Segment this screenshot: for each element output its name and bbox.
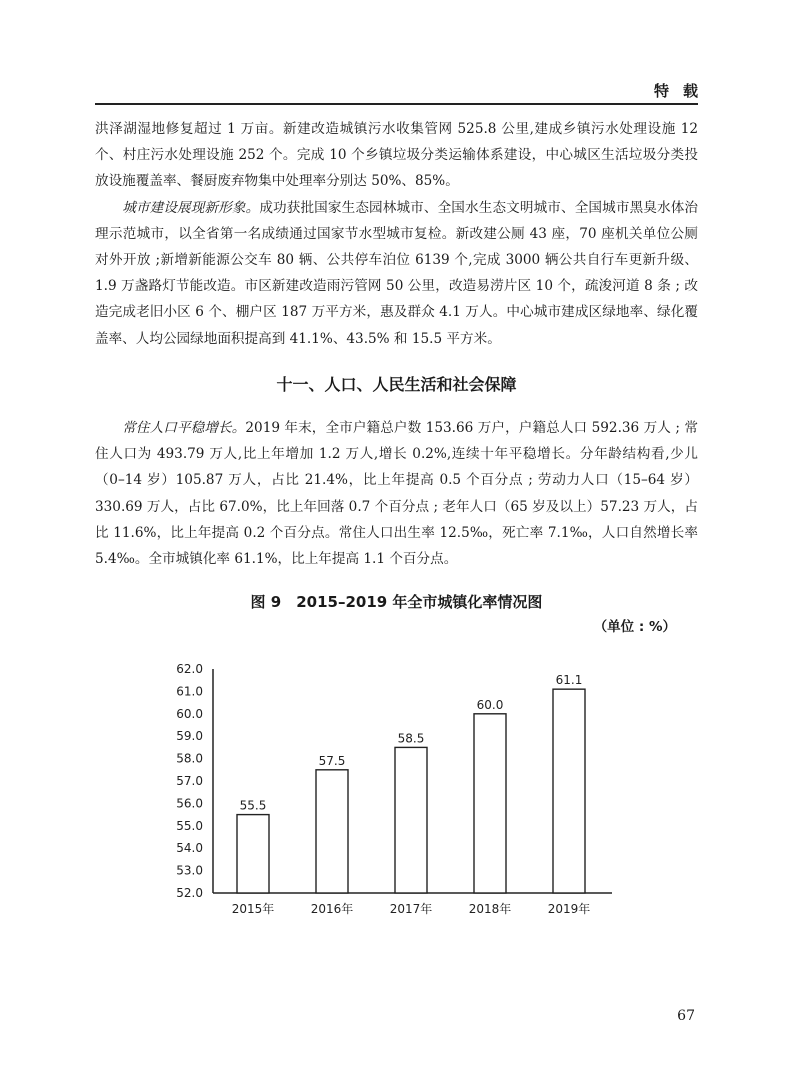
- bar: [237, 815, 269, 893]
- bar: [474, 714, 506, 893]
- y-tick-label: 62.0: [176, 662, 203, 676]
- bar: [553, 689, 585, 893]
- bar-value-label: 57.5: [318, 753, 346, 768]
- y-tick-label: 52.0: [176, 886, 203, 900]
- x-tick-label: 2017年: [389, 902, 433, 916]
- y-tick-label: 60.0: [176, 706, 203, 721]
- y-tick-label: 56.0: [176, 796, 203, 811]
- bar: [395, 747, 427, 893]
- x-tick-label: 2019年: [547, 902, 591, 916]
- bar-value-label: 60.0: [476, 697, 504, 712]
- y-tick-label: 55.0: [176, 818, 203, 833]
- x-tick-label: 2015年: [231, 902, 275, 916]
- y-tick-label: 58.0: [176, 751, 203, 766]
- paragraph-lead: 城市建设展现新形象。: [122, 199, 260, 216]
- bar-value-label: 58.5: [397, 731, 425, 746]
- figure-title: 图 9 2015–2019 年全市城镇化率情况图: [250, 593, 543, 611]
- section-heading: 十一、人口、人民生活和社会保障: [276, 375, 517, 394]
- page-number: 67: [677, 1008, 695, 1024]
- y-tick-label: 53.0: [176, 863, 203, 878]
- paragraph-text: 2019 年末，全市户籍总户数 153.66 万户，户籍总人口 592.36 万人 ; 常住人口为 493.79 万人,比上年增加 1.2 万人,增长 0.2%,连续十年平稳增长。分年龄结构看,少儿（0–14 岁）105.87 万人，占比 21.4%，比上年提高 0.5 个百分点 ; 劳动力人口（15–64 岁）330.69 万人，占比 67.0%，比上年回落 0.7 个百分点 ; 老年人口（65 岁及以上）57.23 万人，占比 11.6%，比上年提高 0.2 个百分点。常住人口出生率 12.5‰，死亡率 7.1‰，人口自然增长率 5.4‰。全市城镇化率 61.1%，比上年提高 1.1 个百分点。: [95, 420, 698, 568]
- y-tick-label: 59.0: [176, 729, 203, 744]
- paragraph-text: 成功获批国家生态园林城市、全国水生态文明城市、全国城市黑臭水体治理示范城市，以全省第一名成绩通过国家节水型城市复检。新改建公厕 43 座，70 座机关单位公厕对外开放 ;新增新能源公交车 80 辆、公共停车泊位 6139 个,完成 3000 辆公共自行车更新升级、1.9 万盏路灯节能改造。市区新建改造雨污管网 50 公里，改造易涝片区 10 个，疏浚河道 8 条 ; 改造完成老旧小区 6 个、棚户区 187 万平方米，惠及群众 4.1 万人。中心城市建成区绿地率、绿化覆盖率、人均公园绿地面积提高到 41.1%、43.5% 和 15.5 平方米。: [95, 199, 699, 347]
- x-tick-label: 2018年: [468, 902, 512, 916]
- y-tick-label: 57.0: [176, 774, 203, 788]
- running-header-title: 特载: [653, 82, 712, 100]
- y-tick-label: 61.0: [176, 684, 203, 699]
- y-tick-label: 54.0: [176, 841, 203, 856]
- bar: [316, 770, 348, 893]
- x-tick-label: 2016年: [310, 902, 354, 916]
- bar-value-label: 61.1: [555, 673, 583, 688]
- figure-unit: （单位 : %）: [593, 619, 676, 635]
- paragraph-text: 洪泽湖湿地修复超过 1 万亩。新建改造城镇污水收集管网 525.8 公里,建成乡镇污水处理设施 12 个、村庄污水处理设施 252 个。完成 10 个乡镇垃圾分类运输体系建设，中心城区生活垃圾分类投放设施覆盖率、餐厨废弃物集中处理率分别达 50%、85%。: [95, 121, 698, 190]
- paragraph-lead: 常住人口平稳增长。: [122, 420, 246, 436]
- bar-value-label: 55.5: [239, 798, 267, 813]
